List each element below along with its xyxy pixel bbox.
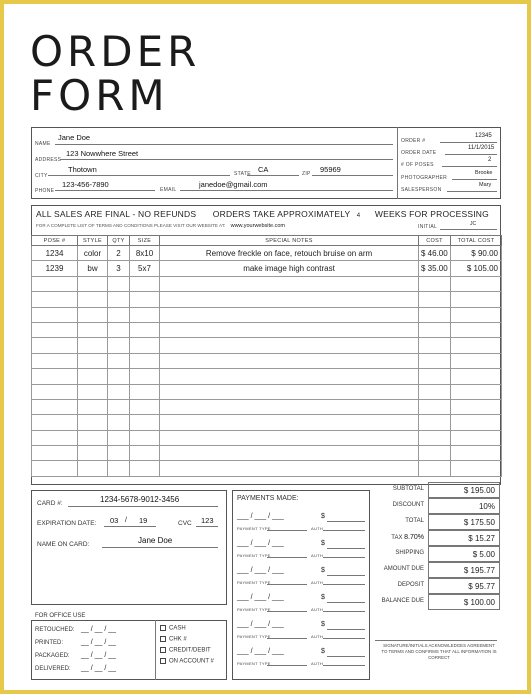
order-number-label: ORDER # — [401, 138, 426, 144]
checkbox-icon[interactable] — [160, 647, 166, 653]
table-cell[interactable] — [32, 384, 78, 399]
table-cell[interactable]: 3 — [108, 261, 130, 276]
table-row — [32, 384, 502, 399]
table-cell[interactable] — [160, 399, 419, 414]
table-cell[interactable] — [78, 276, 108, 291]
page-title — [30, 27, 201, 120]
table-cell[interactable] — [78, 415, 108, 430]
terms-line — [36, 223, 285, 229]
table-cell[interactable] — [451, 307, 502, 322]
table-cell[interactable] — [451, 461, 502, 476]
payment-type-label: PAYMENT TYPE — [237, 607, 271, 612]
table-cell[interactable] — [130, 307, 160, 322]
summary-label: SHIPPING — [395, 550, 424, 556]
summary-label-wrap — [384, 566, 424, 572]
table-cell[interactable] — [32, 461, 78, 476]
summary-row — [372, 594, 500, 610]
table-cell[interactable] — [130, 353, 160, 368]
customer-divider — [397, 127, 398, 199]
table-cell[interactable]: $ 90.00 — [451, 246, 502, 261]
auth-label: AUTH — [311, 634, 324, 639]
table-cell[interactable] — [160, 384, 419, 399]
table-cell[interactable] — [130, 446, 160, 461]
office-item-label: RETOUCHED: — [35, 627, 75, 633]
table-row — [32, 461, 502, 476]
table-cell[interactable] — [78, 338, 108, 353]
table-body — [32, 246, 502, 477]
office-item[interactable]: RETOUCHED: __ / __ / __ — [35, 626, 117, 633]
table-cell[interactable] — [451, 415, 502, 430]
expiration-label: EXPIRATION DATE: — [37, 520, 97, 527]
auth-label: AUTH — [311, 661, 324, 666]
order-number-field[interactable]: 12345 — [475, 133, 492, 139]
summary-label-wrap — [391, 534, 424, 541]
office-item[interactable]: DELIVERED: __ / __ / __ — [35, 665, 117, 672]
card-number-field[interactable]: 1234-5678-9012-3456 — [100, 495, 180, 504]
summary-row — [372, 562, 500, 578]
table-cell[interactable] — [160, 292, 419, 307]
office-item-label: PRINTED: — [35, 640, 64, 646]
auth-label: AUTH — [311, 580, 324, 585]
table-cell[interactable] — [78, 369, 108, 384]
table-cell[interactable] — [130, 415, 160, 430]
table-cell[interactable] — [451, 446, 502, 461]
state-label: STATE — [234, 171, 251, 177]
name-on-card-label: NAME ON CARD: — [37, 541, 90, 548]
table-cell[interactable] — [78, 446, 108, 461]
address-field[interactable]: 123 Nowwhere Street — [66, 149, 139, 158]
column-header: QTY — [108, 236, 130, 246]
name-field[interactable]: Jane Doe — [58, 133, 91, 142]
photographer-label: PHOTOGRAPHER — [401, 175, 448, 181]
table-cell[interactable] — [130, 369, 160, 384]
phone-label: PHONE — [35, 188, 55, 194]
payment-type-label: PAYMENT TYPE — [237, 580, 271, 585]
phone-field[interactable]: 123-456-7890 — [62, 180, 109, 189]
table-cell[interactable] — [419, 446, 451, 461]
column-header: STYLE — [78, 236, 108, 246]
table-cell[interactable] — [130, 430, 160, 445]
table-row — [32, 399, 502, 414]
table-cell[interactable] — [78, 461, 108, 476]
payment-method-option[interactable] — [160, 647, 211, 654]
table-cell[interactable] — [451, 292, 502, 307]
title-line-2: FORM — [30, 71, 169, 120]
office-item-label: DELIVERED: — [35, 666, 71, 672]
table-cell[interactable] — [32, 353, 78, 368]
table-cell[interactable] — [108, 322, 130, 337]
table-cell[interactable] — [451, 430, 502, 445]
summary-label: DEPOSIT — [397, 582, 424, 588]
table-cell[interactable] — [108, 276, 130, 291]
summary-value[interactable]: $ 95.77 — [428, 578, 500, 594]
table-cell[interactable] — [419, 384, 451, 399]
table-cell[interactable] — [32, 430, 78, 445]
name-on-card-field[interactable]: Jane Doe — [138, 536, 173, 545]
table-cell[interactable] — [419, 415, 451, 430]
city-field[interactable]: Thotown — [68, 165, 97, 174]
table-row — [32, 276, 502, 291]
table-cell[interactable] — [32, 307, 78, 322]
website-link[interactable]: www.yourwebsite.com — [230, 223, 286, 229]
initial-field[interactable]: JC — [470, 221, 477, 227]
table-cell[interactable] — [78, 399, 108, 414]
summary-row — [372, 578, 500, 594]
email-label: EMAIL — [160, 187, 177, 193]
zip-field[interactable]: 95969 — [320, 165, 341, 174]
table-cell[interactable] — [160, 322, 419, 337]
payment-method-label: CHK # — [169, 636, 187, 643]
table-cell[interactable] — [32, 369, 78, 384]
table-cell[interactable] — [451, 276, 502, 291]
poses-label: # OF POSES — [401, 162, 434, 168]
table-cell[interactable]: $ 35.00 — [419, 261, 451, 276]
table-cell[interactable] — [108, 369, 130, 384]
table-cell[interactable] — [451, 353, 502, 368]
checkbox-icon[interactable] — [160, 658, 166, 664]
zip-label: ZIP — [302, 171, 311, 177]
poses-field[interactable]: 2 — [488, 157, 492, 163]
table-cell[interactable] — [130, 461, 160, 476]
summary-label-wrap — [382, 598, 424, 604]
notice-line — [36, 209, 489, 219]
auth-label: AUTH — [311, 607, 324, 612]
terms-text: FOR A COMPLETE LIST OF TERMS AND CONDITIONS PLEASE VISIT OUR WEBSITE AT: — [36, 223, 226, 228]
table-cell[interactable] — [419, 461, 451, 476]
table-cell[interactable] — [32, 399, 78, 414]
table-cell[interactable] — [108, 461, 130, 476]
table-cell[interactable] — [32, 415, 78, 430]
cvc-field[interactable]: 123 — [201, 516, 214, 525]
table-cell[interactable] — [78, 307, 108, 322]
processing-notice: ORDERS TAKE APPROXIMATELY — [212, 209, 351, 219]
cvc-label: CVC — [178, 520, 192, 527]
table-cell[interactable] — [451, 399, 502, 414]
table-cell[interactable] — [78, 322, 108, 337]
table-cell[interactable] — [130, 399, 160, 414]
table-cell[interactable] — [451, 322, 502, 337]
summary-value[interactable]: $ 195.00 — [428, 482, 500, 498]
address-label: ADDRESS — [35, 157, 62, 163]
summary-value[interactable]: 10% — [428, 498, 500, 514]
table-cell[interactable]: $ 105.00 — [451, 261, 502, 276]
summary-value[interactable]: $ 100.00 — [428, 594, 500, 610]
payment-type-label: PAYMENT TYPE — [237, 661, 271, 666]
table-row — [32, 415, 502, 430]
column-header: POSE # — [32, 236, 78, 246]
table-cell[interactable] — [419, 338, 451, 353]
table-cell[interactable] — [160, 430, 419, 445]
table-cell[interactable] — [108, 415, 130, 430]
summary-value[interactable]: $ 195.77 — [428, 562, 500, 578]
table-cell[interactable] — [108, 430, 130, 445]
table-cell[interactable] — [419, 322, 451, 337]
summary-label: DISCOUNT — [392, 502, 424, 508]
table-row — [32, 353, 502, 368]
table-cell[interactable] — [130, 338, 160, 353]
table-cell[interactable]: 5x7 — [130, 261, 160, 276]
no-refunds-notice: ALL SALES ARE FINAL - NO REFUNDS — [36, 209, 197, 219]
table-cell[interactable] — [419, 399, 451, 414]
table-cell[interactable] — [451, 369, 502, 384]
table-row — [32, 292, 502, 307]
table-cell[interactable]: bw — [78, 261, 108, 276]
table-cell[interactable] — [108, 353, 130, 368]
table-cell[interactable] — [419, 292, 451, 307]
payment-method-label: CREDIT/DEBIT — [169, 647, 211, 654]
table-cell[interactable] — [160, 415, 419, 430]
summary-label-wrap — [393, 502, 424, 508]
processing-suffix: WEEKS FOR PROCESSING — [374, 209, 489, 219]
auth-label: AUTH — [311, 553, 324, 558]
office-item[interactable]: PRINTED: __ / __ / __ — [35, 639, 117, 646]
table-cell[interactable] — [108, 307, 130, 322]
table-cell[interactable] — [419, 430, 451, 445]
summary-label: AMOUNT DUE — [383, 566, 424, 572]
email-field[interactable]: janedoe@gmail.com — [199, 180, 268, 189]
summary-label: SUBTOTAL — [392, 486, 424, 492]
table-cell[interactable] — [108, 292, 130, 307]
summary-value[interactable]: $ 5.00 — [428, 546, 500, 562]
photographer-field[interactable]: Brooke — [475, 170, 493, 176]
name-label: NAME — [35, 141, 51, 147]
city-label: CITY — [35, 173, 48, 179]
table-cell[interactable]: 1234 — [32, 246, 78, 261]
table-row — [32, 307, 502, 322]
summary-label-wrap — [395, 550, 424, 556]
card-number-label: CARD #: — [37, 500, 63, 507]
table-cell[interactable] — [419, 353, 451, 368]
payment-method-option[interactable] — [160, 658, 214, 665]
table-cell[interactable] — [160, 338, 419, 353]
table-cell[interactable] — [32, 322, 78, 337]
table-cell[interactable] — [108, 446, 130, 461]
table-row — [32, 430, 502, 445]
payment-method-option[interactable] — [160, 625, 186, 632]
table-cell[interactable] — [32, 338, 78, 353]
table-cell[interactable] — [160, 369, 419, 384]
table-cell[interactable]: Remove freckle on face, retouch bruise on arm — [160, 246, 419, 261]
summary-row — [372, 498, 500, 514]
payment-type-label: PAYMENT TYPE — [237, 553, 271, 558]
order-date-field[interactable]: 11/1/2015 — [468, 145, 495, 151]
payment-type-label: PAYMENT TYPE — [237, 634, 271, 639]
summary-label: TAX — [391, 535, 403, 541]
table-cell[interactable] — [130, 276, 160, 291]
summary-value[interactable]: $ 15.27 — [428, 530, 500, 546]
summary-label: BALANCE DUE — [381, 598, 424, 604]
salesperson-field[interactable]: Mary — [479, 182, 492, 188]
title-line-1: ORDER — [30, 27, 201, 76]
signature-note: SIGNATURE/INITIALS ACKNOWLEDGES AGREEMENT TO TERMS AND CONFIRMS THAT ALL INFORMATION IS CORRECT — [381, 643, 497, 660]
table-row — [32, 338, 502, 353]
table-cell[interactable] — [451, 338, 502, 353]
table-cell[interactable]: 2 — [108, 246, 130, 261]
payment-method-label: ON ACCOUNT # — [169, 658, 214, 665]
table-row — [32, 446, 502, 461]
table-cell[interactable] — [130, 322, 160, 337]
table-cell[interactable] — [160, 307, 419, 322]
table-cell[interactable]: $ 46.00 — [419, 246, 451, 261]
table-header-row — [32, 236, 502, 246]
table-cell[interactable] — [78, 292, 108, 307]
table-cell[interactable] — [32, 446, 78, 461]
order-date-label: ORDER DATE — [401, 150, 437, 156]
expiration-month[interactable]: 03 — [110, 516, 119, 525]
checkbox-icon[interactable] — [160, 636, 166, 642]
table-cell[interactable] — [130, 384, 160, 399]
initial-label: INITIAL — [418, 224, 438, 230]
table-cell[interactable] — [419, 276, 451, 291]
column-header: COST — [419, 236, 451, 246]
office-use-title: FOR OFFICE USE — [35, 613, 86, 619]
auth-label: AUTH — [311, 526, 324, 531]
table-cell[interactable] — [160, 353, 419, 368]
table-cell[interactable] — [32, 276, 78, 291]
table-row — [32, 322, 502, 337]
payment-method-option[interactable] — [160, 636, 187, 643]
table-cell[interactable] — [108, 338, 130, 353]
summary-label-wrap — [393, 486, 424, 492]
state-field[interactable]: CA — [258, 165, 269, 174]
table-cell[interactable] — [160, 276, 419, 291]
table-cell[interactable]: color — [78, 246, 108, 261]
table-cell[interactable] — [108, 384, 130, 399]
items-table — [31, 235, 502, 477]
summary-row — [372, 482, 500, 498]
table-cell[interactable] — [78, 384, 108, 399]
table-cell[interactable] — [451, 384, 502, 399]
office-item[interactable]: PACKAGED: __ / __ / __ — [35, 652, 117, 659]
table-cell[interactable] — [32, 292, 78, 307]
summary-value[interactable]: $ 175.50 — [428, 514, 500, 530]
checkbox-icon[interactable] — [160, 625, 166, 631]
column-header: SPECIAL NOTES — [160, 236, 419, 246]
salesperson-label: SALESPERSON — [401, 187, 442, 193]
summary-label-wrap — [405, 518, 424, 524]
payments-title: PAYMENTS MADE: — [237, 495, 299, 502]
summary-label: TOTAL — [405, 518, 424, 524]
table-cell[interactable] — [160, 446, 419, 461]
table-cell[interactable] — [419, 369, 451, 384]
table-cell[interactable] — [78, 353, 108, 368]
table-cell[interactable]: 8x10 — [130, 246, 160, 261]
office-item-label: PACKAGED: — [35, 653, 70, 659]
payment-type-label: PAYMENT TYPE — [237, 526, 271, 531]
table-row — [32, 369, 502, 384]
payment-method-label: CASH — [169, 625, 186, 632]
table-cell[interactable]: make image high contrast — [160, 261, 419, 276]
table-row — [32, 261, 502, 276]
expiration-year[interactable]: 19 — [139, 516, 148, 525]
table-cell[interactable] — [160, 461, 419, 476]
summary-row — [372, 546, 500, 562]
summary-row — [372, 514, 500, 530]
summary-row — [372, 530, 500, 546]
table-cell[interactable] — [130, 292, 160, 307]
tax-rate[interactable]: 8.70% — [404, 534, 424, 541]
column-header: TOTAL COST — [451, 236, 502, 246]
summary-label-wrap — [398, 582, 424, 588]
table-cell[interactable] — [419, 307, 451, 322]
processing-weeks: 4 — [356, 213, 361, 219]
table-cell[interactable] — [108, 399, 130, 414]
table-cell[interactable] — [78, 430, 108, 445]
column-header: SIZE — [130, 236, 160, 246]
table-row — [32, 246, 502, 261]
table-cell[interactable]: 1239 — [32, 261, 78, 276]
